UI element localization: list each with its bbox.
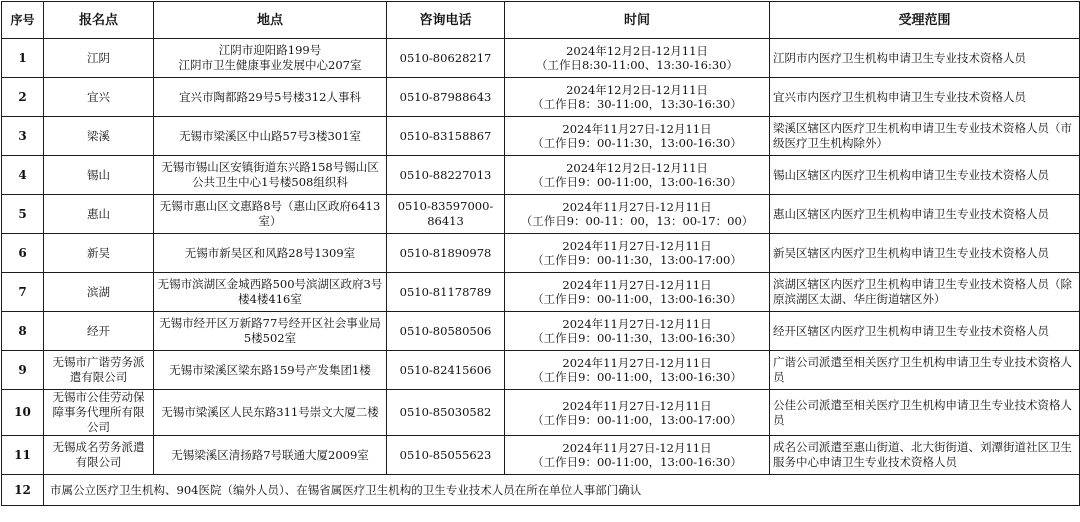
- cell-time: [505, 351, 770, 390]
- cell-line: 无锡市新吴区和风路28号1309室: [184, 245, 356, 260]
- cell-address: [154, 273, 387, 312]
- cell-line: （工作日8:30-11:00、13:30-16:30）: [535, 58, 739, 72]
- cell-line: 无锡市滨湖区金城西路500号滨湖区政府3号楼4楼416室: [157, 277, 383, 306]
- table-row: [2, 351, 1080, 390]
- cell-line: （工作日9：00-11:00，13:00-17:00）: [532, 412, 742, 427]
- cell-time: [505, 234, 770, 273]
- cell-no: 6: [2, 234, 44, 273]
- cell-no: 2: [2, 78, 44, 117]
- cell-line: 2024年12月2日-12月11日: [566, 44, 708, 58]
- table-row-footer: [2, 475, 1080, 506]
- cell-line: （工作日8：30-11:00，13:30-16:30）: [532, 97, 742, 111]
- cell-scope: 经开区辖区内医疗卫生机构申请卫生专业技术资格人员: [770, 312, 1080, 351]
- cell-address: [154, 234, 387, 273]
- cell-line: （工作日9：00-11:00，13:00-16:30）: [532, 175, 742, 189]
- cell-no: 8: [2, 312, 44, 351]
- cell-phone: 0510-81890978: [387, 234, 505, 273]
- table-row: [2, 117, 1080, 156]
- cell-line: 2024年12月2日-12月11日: [566, 161, 708, 175]
- cell-line: （工作日9：00-11:00，13:00-16:30）: [532, 370, 742, 384]
- cell-line: 无锡市梁溪区中山路57号3楼301室: [179, 128, 361, 143]
- cell-point: 江阴: [44, 39, 154, 78]
- cell-time: [505, 156, 770, 195]
- cell-scope: 江阴市内医疗卫生机构申请卫生专业技术资格人员: [770, 39, 1080, 78]
- cell-address: [154, 117, 387, 156]
- table-row: [2, 39, 1080, 78]
- cell-point: 宜兴: [44, 78, 154, 117]
- cell-time: [505, 117, 770, 156]
- cell-phone: 0510-83158867: [387, 117, 505, 156]
- cell-line: 无锡市锡山区安镇街道东兴路158号锡山区公共卫生中心1号楼508组织科: [161, 160, 379, 189]
- cell-line: 江阴市迎阳路199号: [218, 43, 322, 57]
- cell-point: 惠山: [44, 195, 154, 234]
- cell-line: 2024年11月27日-12月11日: [562, 200, 712, 214]
- table-row: [2, 156, 1080, 195]
- cell-scope: 惠山区辖区内医疗卫生机构申请卫生专业技术资格人员: [770, 195, 1080, 234]
- cell-time: [505, 78, 770, 117]
- table-row: [2, 195, 1080, 234]
- table-body: [2, 39, 1080, 506]
- cell-no: 3: [2, 117, 44, 156]
- cell-line: 2024年11月27日-12月11日: [562, 278, 712, 292]
- cell-point: 无锡成名劳务派遣有限公司: [44, 436, 154, 475]
- table-row: [2, 78, 1080, 117]
- cell-address: [154, 351, 387, 390]
- cell-phone: 0510-85055623: [387, 436, 505, 475]
- cell-address: [154, 390, 387, 436]
- cell-line: 2024年11月27日-12月11日: [562, 122, 712, 136]
- cell-phone: 0510-81178789: [387, 273, 505, 312]
- cell-line: （工作日9：00-11:00，13:00-16:30）: [532, 292, 742, 306]
- cell-point: 无锡市公佳劳动保障事务代理所有限公司: [44, 390, 154, 436]
- cell-address: [154, 39, 387, 78]
- cell-point: 无锡市广谐劳务派遣有限公司: [44, 351, 154, 390]
- header-address: 地点: [154, 2, 387, 39]
- cell-address: [154, 156, 387, 195]
- table-row: [2, 436, 1080, 475]
- cell-line: 2024年11月27日-12月11日: [562, 441, 712, 455]
- table-row: [2, 234, 1080, 273]
- cell-no: 4: [2, 156, 44, 195]
- cell-point: 经开: [44, 312, 154, 351]
- cell-line: 无锡市梁溪区梁东路159号产发集团1楼: [169, 362, 371, 377]
- cell-address: [154, 78, 387, 117]
- cell-scope: 公佳公司派遣至相关医疗卫生机构申请卫生专业技术资格人员: [770, 390, 1080, 436]
- cell-address: [154, 436, 387, 475]
- cell-phone: 0510-85030582: [387, 390, 505, 436]
- cell-line: 江阴市卫生健康事业发展中心207室: [178, 58, 362, 72]
- cell-no: 7: [2, 273, 44, 312]
- cell-time: [505, 436, 770, 475]
- header-no: 序号: [2, 2, 44, 39]
- cell-line: 无锡市经开区万新路77号经开区社会事业局5楼502室: [159, 316, 381, 345]
- cell-no: 1: [2, 39, 44, 78]
- cell-line: 2024年11月27日-12月11日: [562, 317, 712, 331]
- cell-point: 梁溪: [44, 117, 154, 156]
- cell-phone: 0510-80580506: [387, 312, 505, 351]
- cell-phone: 0510-88227013: [387, 156, 505, 195]
- cell-scope: 锡山区辖区内医疗卫生机构申请卫生专业技术资格人员: [770, 156, 1080, 195]
- cell-no: 5: [2, 195, 44, 234]
- cell-footer-note: 市属公立医疗卫生机构、904医院（编外人员）、在锡省属医疗卫生机构的卫生专业技术人员在所在单位人事部门确认: [44, 475, 1080, 506]
- cell-address: [154, 312, 387, 351]
- cell-line: 2024年12月2日-12月11日: [566, 83, 708, 97]
- cell-phone: 0510-83597000-86413: [387, 195, 505, 234]
- cell-no: 10: [2, 390, 44, 436]
- registration-points-table: [1, 1, 1080, 506]
- header-time: 时间: [505, 2, 770, 39]
- cell-phone: 0510-80628217: [387, 39, 505, 78]
- cell-line: 无锡市梁溪区人民东路311号崇文大厦二楼: [161, 405, 379, 419]
- cell-address: [154, 195, 387, 234]
- cell-scope: 广谐公司派遣至相关医疗卫生机构申请卫生专业技术资格人员: [770, 351, 1080, 390]
- cell-time: [505, 195, 770, 234]
- cell-phone: 0510-87988643: [387, 78, 505, 117]
- cell-scope: 宜兴市内医疗卫生机构申请卫生专业技术资格人员: [770, 78, 1080, 117]
- cell-no: 9: [2, 351, 44, 390]
- cell-line: （工作日9：00-11:30，13:00-16:30）: [532, 136, 742, 150]
- header-scope: 受理范围: [770, 2, 1080, 39]
- cell-no: 11: [2, 436, 44, 475]
- cell-scope: 梁溪区辖区内医疗卫生机构申请卫生专业技术资格人员（市级医疗卫生机构除外）: [770, 117, 1080, 156]
- cell-time: [505, 390, 770, 436]
- cell-line: 无锡市惠山区文惠路8号（惠山区政府6413室）: [159, 199, 381, 228]
- cell-line: （工作日9：00-11:00，13:00-16:30）: [532, 455, 742, 469]
- header-point: 报名点: [44, 2, 154, 39]
- cell-line: 2024年11月27日-12月11日: [562, 356, 712, 370]
- cell-line: （工作日9：00-11：00，13：00-17：00）: [520, 214, 754, 228]
- cell-line: （工作日9：00-11:30，13:00-16:30）: [532, 331, 742, 345]
- header-phone: 咨询电话: [387, 2, 505, 39]
- cell-point: 滨湖: [44, 273, 154, 312]
- table-header-row: [2, 2, 1080, 39]
- cell-time: [505, 312, 770, 351]
- cell-point: 锡山: [44, 156, 154, 195]
- cell-phone: 0510-82415606: [387, 351, 505, 390]
- table-row: [2, 273, 1080, 312]
- cell-line: 无锡梁溪区清扬路7号联通大厦2009室: [171, 447, 369, 462]
- cell-no: 12: [2, 475, 44, 506]
- cell-scope: 新吴区辖区内医疗卫生机构申请卫生专业技术资格人员: [770, 234, 1080, 273]
- cell-scope: 滨湖区辖区内医疗卫生机构申请卫生专业技术资格人员（除原滨湖区太湖、华庄街道辖区外）: [770, 273, 1080, 312]
- cell-point: 新吴: [44, 234, 154, 273]
- cell-line: （工作日9：00-11:30，13:00-17:00）: [532, 253, 742, 267]
- cell-line: 宜兴市陶都路29号5号楼312人事科: [179, 89, 361, 104]
- table-row: [2, 312, 1080, 351]
- cell-time: [505, 39, 770, 78]
- cell-time: [505, 273, 770, 312]
- cell-scope: 成名公司派遣至惠山街道、北大街街道、刘潭街道社区卫生服务中心申请卫生专业技术资格人员: [770, 436, 1080, 475]
- cell-line: 2024年11月27日-12月11日: [562, 239, 712, 253]
- table-row: [2, 390, 1080, 436]
- cell-line: 2024年11月27日-12月11日: [562, 398, 712, 413]
